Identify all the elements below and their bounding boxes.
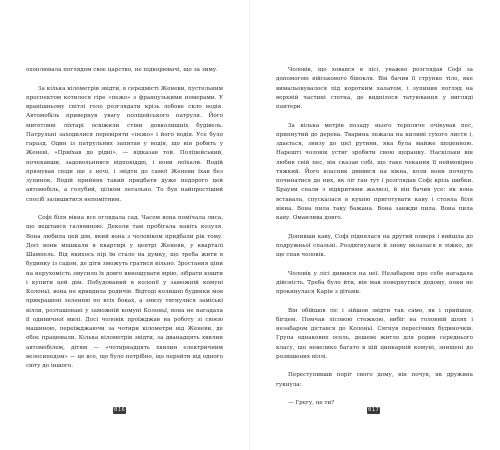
page-number: 016: [114, 407, 126, 413]
paragraph: Переступивши поріг свого дому, він почув, як дружина гукнула:: [276, 372, 473, 388]
page-number: 017: [368, 407, 380, 413]
paragraph: Чоловік у лісі дивився на неї. Незабаром про себе нагадала дійсність. Треба було йти, він мав повернутися додому, поки не прокинулася Карін з дітьми.: [276, 270, 473, 295]
right-page-text: [276, 66, 473, 418]
paragraph: охоплювала поглядом своє царство, не підкорювачі, що за зиму.: [26, 67, 218, 73]
paragraph: За кілька метрів позаду нього терпляче очікував пес, припнутий до дерева. Тварина лежала на килимі сухого листя і, здається, знизу до цієї рутини, яка була майже щоденною. Нарешті чоловік устиг зробити свою щоранку. Наскільки він любив свій пес, він сказав собі, що таке чекання її неймовірно тяжкий. Його власник дивився на вікна, коли вони почнуть починатися до них, як ліг ган тут і розглядав Софі крізь шибки. Брауни спали з відкритими жалюзі, й він бачив усе: як вона вставала, спускалася в кухню приготувати каву і стояла біля вікна. Вона пила таку бажана. Вона завжди пила. Вона пила каву. Оманлива довго.: [276, 122, 473, 221]
paragraph: — Грегу, це ти?: [288, 400, 335, 406]
paragraph: Софі біля вікна все оглядала сад. Часом вона помічала лиса, що вештався галявиною. Деколи там пробігала навіть козуля. Вона любила цей дім, який вона з чоловіком придбали рік тому. Досі вони мешкали в квартирі у центрі Женеви, у кварталі Шампель. Від якихось пір їм стало на думку, що треба жити в будинку із садом, де діти зможуть гратися вільно. Зростання ціни на нерухомість змусило їх довго виношувати мрію, зібрати кошти і купити цей дім. Побудований в колонії у заможній комуні Колоньї, вона не кривдила родичів. Відтоді колишні будинки мов прикрашені зеленню по всіх боках, а знизу тягнулися заміські вілли, розташовані у заможній комуні Колоньї, вона не нагадала її одиничної милі. Досі чоловік проїжджав на роботу зі своєю машиною, переїжджаючи за чотири кілометри від Женеви, де обоє працювали. Кілька кілометрів звідти, за дванадцять хвилин автомобілем, дітям — «чотирнадцять хвилин електричним велосипедом» — це все, що було потрібно, що перейти від одного світу до іншого.: [26, 215, 223, 369]
paragraph: Він обійшов ліс і зійшов звідти так само, як і прийшов, бігцем. Помчав лісовою стежкою, вибіг на головній шлях і незабаром дістався до Колоньї. Сягнув пересічних будиночків. Група однакових осель, дешеве житло для родин середнього класу, що невелико багато в цій цинкарній комуні, знищені до розвішених віллі.: [276, 307, 473, 360]
right-page: [250, 0, 500, 450]
paragraph: За кілька кілометрів звідти, в середмісті Женеви, пустельним проспектом котилося сіре «пежо» з французькими номерами. У вранішньому світлі голо розглядати крізь лобове скло водія. Автомобіль привернув увагу поліцейського патруля. Його миготливі ліхтарі освіжили стіни довколишніх будівель. Патрульні заходилися перевіряти «пежо» і його водія. Усе було гаразд. Один із патрульних запитав у водія, що він робить у Женеві. «Приїхав до рідні», — відказав той. Поліцейський, почекавши, задовольнився відповіддю, і вони поїхали. Водій прямував сюди ще з ночі, і звідти до самої Женеви їхав без зупинок. Водій прийняв такий придбати дуже недорого цей автомобіль, а голубий, цілком легально. То був найпростіший спосіб залишитися непомітним.: [26, 85, 223, 203]
left-page-text: [26, 66, 223, 381]
paragraph: Чоловік, що ховався в лісі, уважно розглядав Софі за допомогою військового бінокля. Він бачив її струнке тіло, яке вимальовувалося під коротким халатом, і зупинив погляд на верхній частині стегна, де виднілося татуювання у вигляді пантери.: [276, 67, 473, 110]
paragraph: Допивши каву, Софі піднялася на другий поверх і вийшла до подружньої спальні. Роздягнулася й знову вклалася в ліжко, де ще спав чоловік.: [276, 233, 473, 258]
